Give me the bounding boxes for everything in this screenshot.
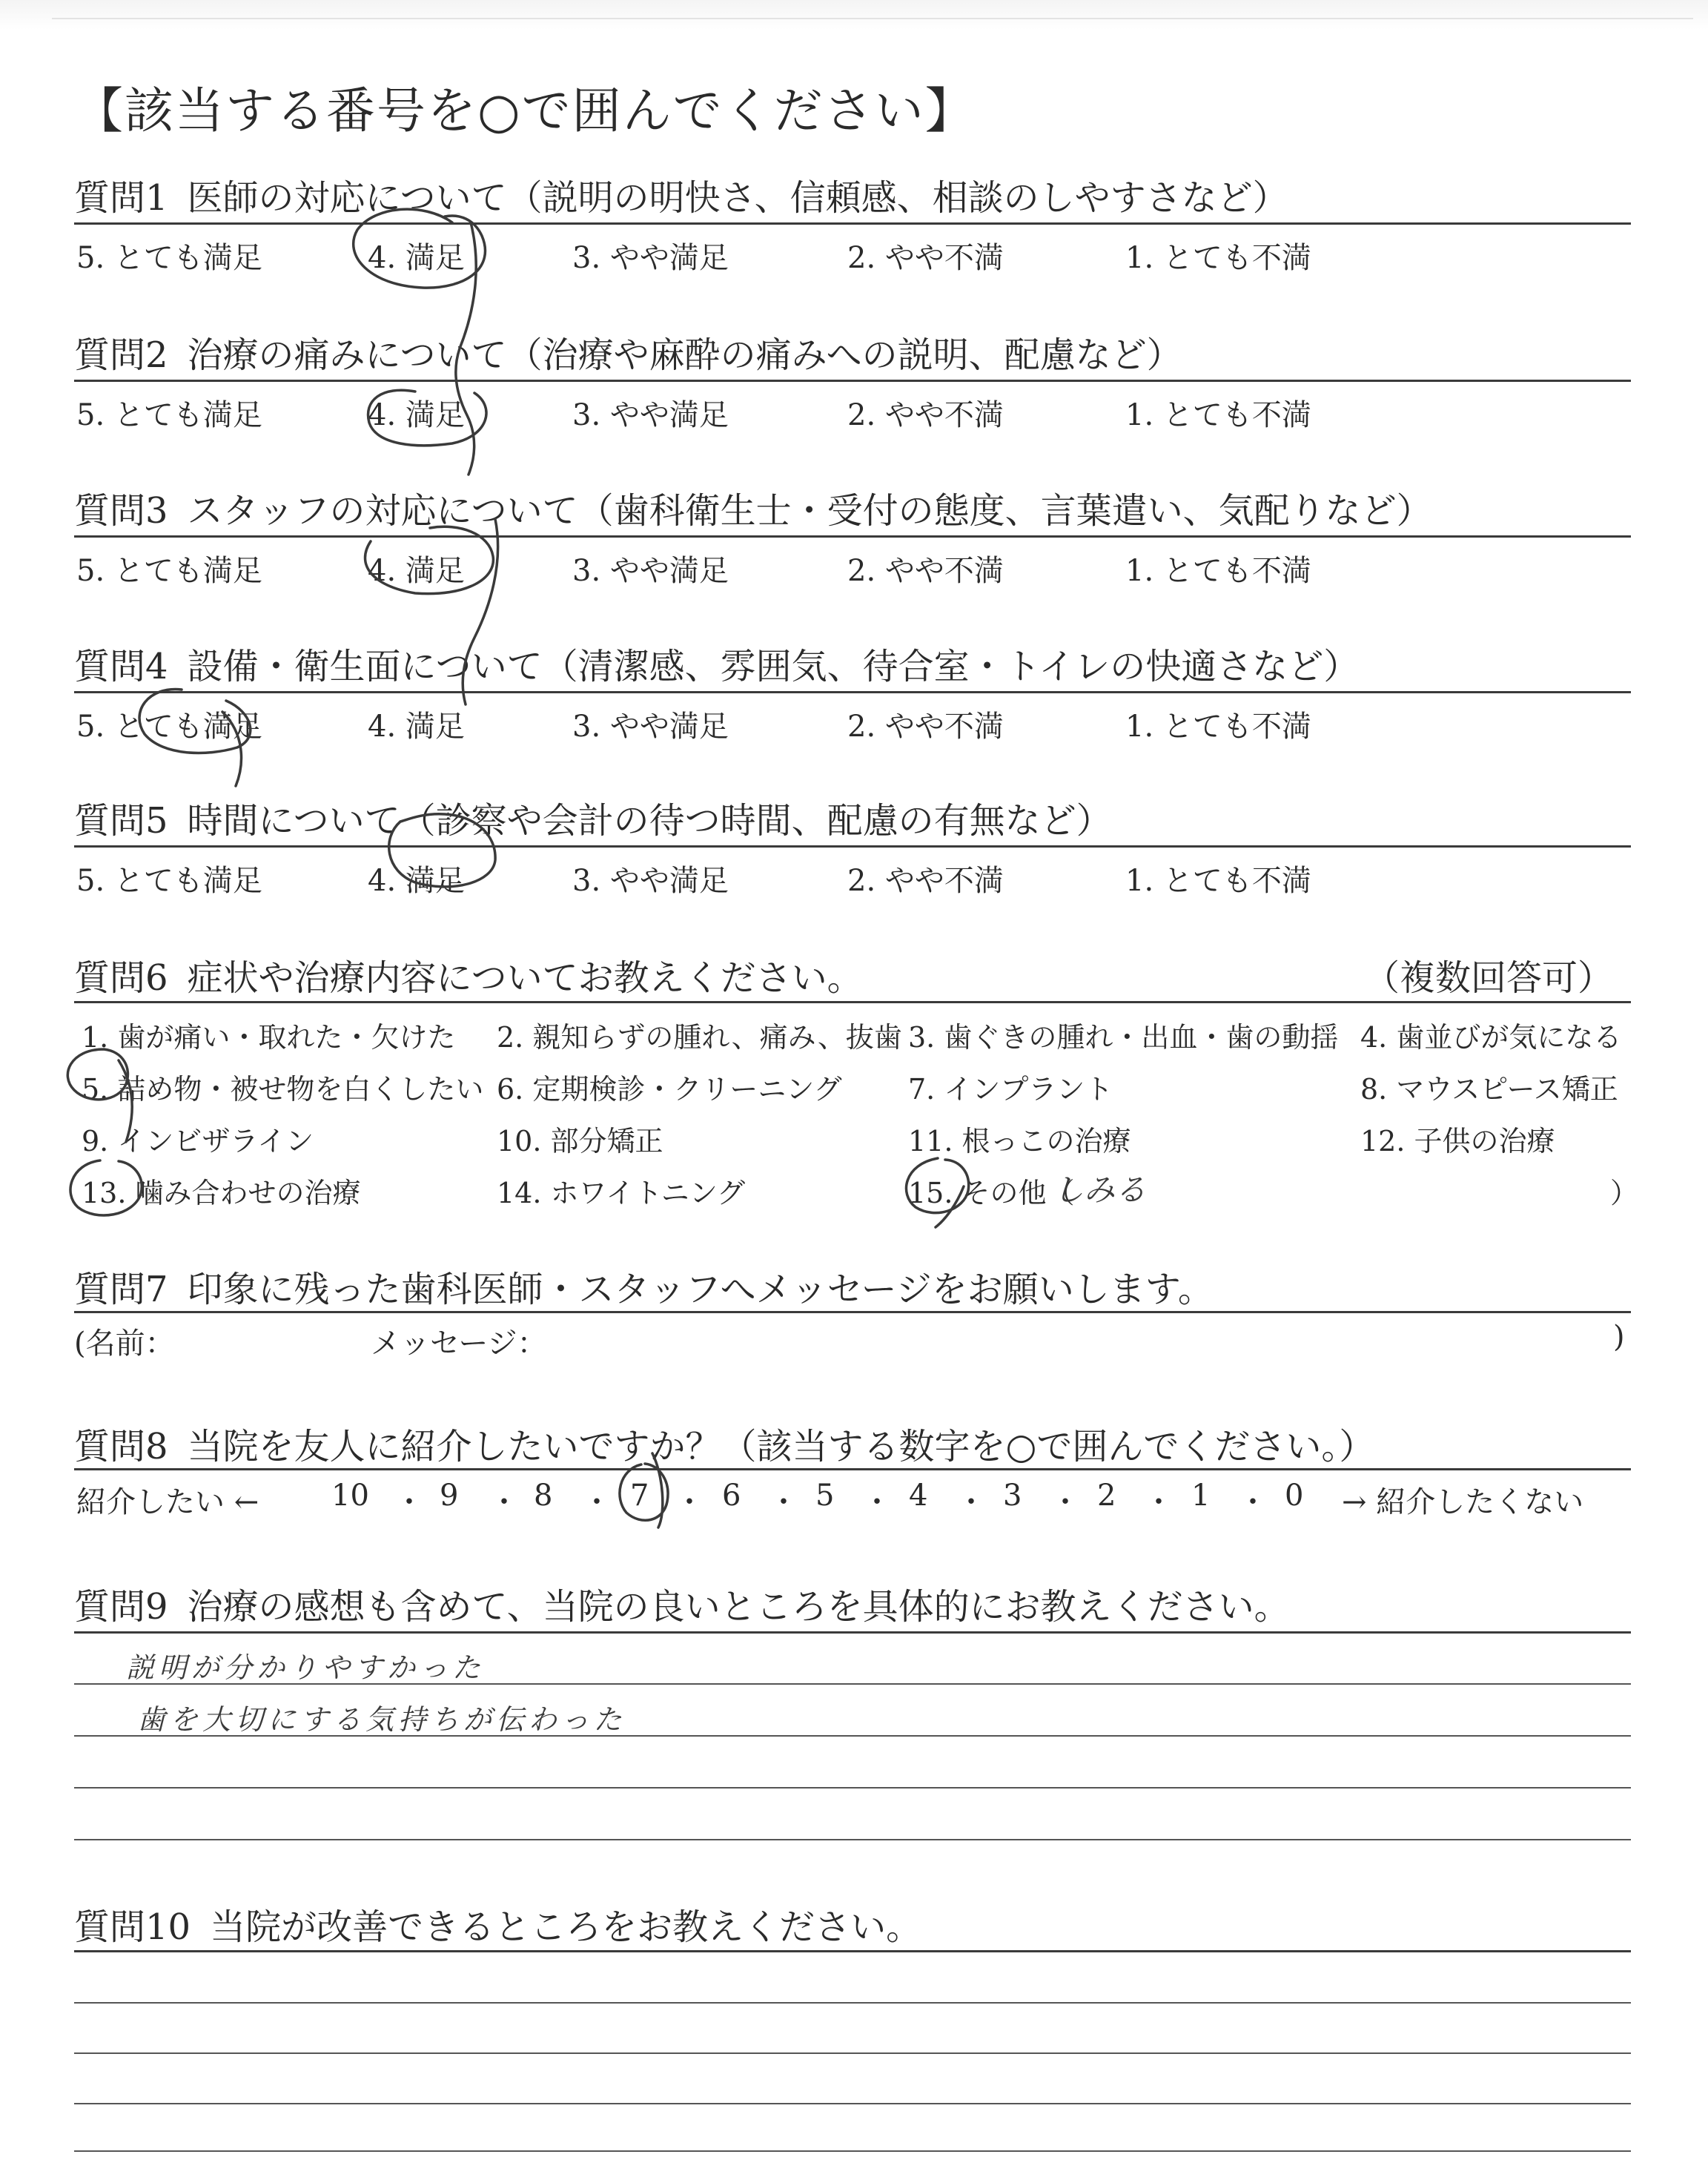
q8-scale-0[interactable]: 0 bbox=[1285, 1479, 1304, 1513]
q5-option-5[interactable]: 5. とても満足 bbox=[76, 864, 262, 898]
q1-option-3[interactable]: 3. やや満足 bbox=[572, 241, 729, 275]
q2-option-3[interactable]: 3. やや満足 bbox=[572, 398, 729, 432]
q8-scale-5[interactable]: 5 bbox=[815, 1479, 835, 1513]
q8-scale-dot: ・ bbox=[862, 1485, 892, 1519]
q8-scale-8[interactable]: 8 bbox=[534, 1479, 553, 1513]
q2-option-4[interactable]: 4. 満足 bbox=[368, 398, 465, 432]
q9-handwritten-answer-1[interactable]: 説明が分かりやすかった bbox=[126, 1651, 486, 1684]
q1-option-1[interactable]: 1. とても不満 bbox=[1125, 241, 1311, 275]
q6-option-1[interactable]: 1. 歯が痛い・取れた・欠けた bbox=[82, 1021, 456, 1054]
q8-scale-dot: ・ bbox=[1144, 1485, 1174, 1519]
q8-scale-4[interactable]: 4 bbox=[909, 1479, 928, 1513]
q3-option-1[interactable]: 1. とても不満 bbox=[1125, 554, 1311, 588]
question-5-rule bbox=[74, 845, 1631, 848]
question-1-rule bbox=[74, 222, 1631, 225]
q2-option-1[interactable]: 1. とても不満 bbox=[1125, 398, 1311, 432]
q7-message-label: メッセージ： bbox=[371, 1327, 547, 1361]
q6-option-10[interactable]: 10. 部分矯正 bbox=[497, 1125, 663, 1157]
q10-answer-line bbox=[74, 2103, 1631, 2104]
question-3-rule bbox=[74, 535, 1631, 538]
q9-handwritten-answer-2[interactable]: 歯を大切にする気持ちが伝わった bbox=[137, 1703, 626, 1736]
q3-option-4[interactable]: 4. 満足 bbox=[368, 554, 465, 588]
q6-option-7[interactable]: 7. インプラント bbox=[908, 1073, 1113, 1106]
q6-other-answer[interactable]: しみる bbox=[1053, 1172, 1147, 1208]
q6-other-close-paren: ） bbox=[1610, 1177, 1639, 1209]
q10-answer-line bbox=[74, 2150, 1631, 2152]
question-8-title: 質問8 当院を友人に紹介したいですか？（該当する数字を○で囲んでください。） bbox=[74, 1426, 1375, 1467]
q1-option-4[interactable]: 4. 満足 bbox=[368, 241, 465, 275]
q6-option-4[interactable]: 4. 歯並びが気になる bbox=[1360, 1021, 1622, 1054]
q8-scale-dot: ・ bbox=[582, 1485, 612, 1519]
question-7-rule bbox=[74, 1311, 1631, 1313]
q4-option-3[interactable]: 3. やや満足 bbox=[572, 710, 729, 744]
q9-answer-line bbox=[74, 1839, 1631, 1840]
q8-scale-1[interactable]: 1 bbox=[1191, 1479, 1211, 1513]
q8-scale-2[interactable]: 2 bbox=[1097, 1479, 1116, 1513]
q2-option-5[interactable]: 5. とても満足 bbox=[76, 398, 262, 432]
q5-option-1[interactable]: 1. とても不満 bbox=[1125, 864, 1311, 898]
q6-option-2[interactable]: 2. 親知らずの腫れ、痛み、抜歯 bbox=[497, 1021, 902, 1054]
q1-option-2[interactable]: 2. やや不満 bbox=[847, 241, 1004, 275]
question-4-title: 質問4 設備・衛生面について（清潔感、雰囲気、待合室・トイレの快適さなど） bbox=[74, 646, 1360, 687]
q6-option-3[interactable]: 3. 歯ぐきの腫れ・出血・歯の動揺 bbox=[908, 1021, 1339, 1054]
q8-scale-dot: ・ bbox=[394, 1485, 424, 1519]
q10-answer-line bbox=[74, 2002, 1631, 2004]
question-1-title: 質問1 医師の対応について（説明の明快さ、信頼感、相談のしやすさなど） bbox=[74, 177, 1288, 219]
q8-scale-dot: ・ bbox=[956, 1485, 986, 1519]
question-6-title: 質問6 症状や治療内容についてお教えください。 bbox=[74, 957, 863, 999]
q8-scale-3[interactable]: 3 bbox=[1003, 1479, 1022, 1513]
q8-scale-dot: ・ bbox=[489, 1485, 519, 1519]
q8-scale-10[interactable]: 10 bbox=[331, 1479, 369, 1513]
q3-option-3[interactable]: 3. やや満足 bbox=[572, 554, 729, 588]
q6-option-6[interactable]: 6. 定期検診・クリーニング bbox=[497, 1073, 842, 1106]
q6-option-12[interactable]: 12. 子供の治療 bbox=[1360, 1125, 1555, 1157]
question-5-title: 質問5 時間について（診察や会計の待つ時間、配慮の有無など） bbox=[74, 800, 1112, 842]
q6-option-15[interactable]: 15. その他（ bbox=[908, 1177, 1075, 1209]
q3-option-2[interactable]: 2. やや不満 bbox=[847, 554, 1004, 588]
q10-answer-line bbox=[74, 2052, 1631, 2054]
question-3-title: 質問3 スタッフの対応について（歯科衛生士・受付の態度、言葉遣い、気配りなど） bbox=[74, 490, 1432, 532]
q6-option-11[interactable]: 11. 根っこの治療 bbox=[908, 1125, 1131, 1157]
q7-name-label: (名前： bbox=[74, 1327, 175, 1361]
question-6-rule bbox=[74, 1001, 1631, 1003]
q9-answer-line bbox=[74, 1631, 1631, 1634]
question-7-title: 質問7 印象に残った歯科医師・スタッフへメッセージをお願いします。 bbox=[74, 1269, 1214, 1310]
q8-scale-6[interactable]: 6 bbox=[722, 1479, 741, 1513]
q4-option-2[interactable]: 2. やや不満 bbox=[847, 710, 1004, 744]
q4-option-1[interactable]: 1. とても不満 bbox=[1125, 710, 1311, 744]
q5-option-3[interactable]: 3. やや満足 bbox=[572, 864, 729, 898]
question-4-rule bbox=[74, 691, 1631, 693]
q9-answer-line bbox=[74, 1787, 1631, 1789]
q2-option-2[interactable]: 2. やや不満 bbox=[847, 398, 1004, 432]
q8-left-label: 紹介したい ← bbox=[76, 1485, 259, 1519]
q6-option-14[interactable]: 14. ホワイトニング bbox=[497, 1177, 746, 1209]
question-6-note: （複数回答可） bbox=[1364, 957, 1614, 999]
question-2-rule bbox=[74, 380, 1631, 382]
question-2-title: 質問2 治療の痛みについて（治療や麻酔の痛みへの説明、配慮など） bbox=[74, 334, 1182, 376]
q8-right-label: → 紹介したくない bbox=[1342, 1485, 1584, 1519]
scan-top-edge bbox=[0, 0, 1708, 30]
q6-option-5[interactable]: 5. 詰め物・被せ物を白くしたい bbox=[82, 1073, 484, 1106]
q1-option-5[interactable]: 5. とても満足 bbox=[76, 241, 262, 275]
q4-option-4[interactable]: 4. 満足 bbox=[368, 710, 465, 744]
q8-scale-dot: ・ bbox=[769, 1485, 798, 1519]
q4-option-5[interactable]: 5. とても満足 bbox=[76, 710, 262, 744]
question-8-rule bbox=[74, 1468, 1631, 1470]
q6-option-8[interactable]: 8. マウスピース矯正 bbox=[1360, 1073, 1618, 1106]
q8-scale-dot: ・ bbox=[1050, 1485, 1080, 1519]
q8-scale-dot: ・ bbox=[675, 1485, 704, 1519]
question-10-title: 質問10 当院が改善できるところをお教えください。 bbox=[74, 1906, 922, 1948]
q8-scale-9[interactable]: 9 bbox=[440, 1479, 459, 1513]
q6-option-9[interactable]: 9. インビザライン bbox=[82, 1125, 314, 1157]
q3-option-5[interactable]: 5. とても満足 bbox=[76, 554, 262, 588]
q5-option-2[interactable]: 2. やや不満 bbox=[847, 864, 1004, 898]
q5-option-4[interactable]: 4. 満足 bbox=[368, 864, 465, 898]
question-9-title: 質問9 治療の感想も含めて、当院の良いところを具体的にお教えください。 bbox=[74, 1586, 1290, 1628]
q8-scale-7[interactable]: 7 bbox=[630, 1479, 649, 1513]
form-instruction-header: 【該当する番号を○で囲んでください】 bbox=[74, 82, 976, 139]
q6-option-13[interactable]: 13. 噛み合わせの治療 bbox=[82, 1177, 361, 1209]
q8-scale-dot: ・ bbox=[1238, 1485, 1268, 1519]
q7-close-paren: ) bbox=[1613, 1320, 1625, 1354]
q10-answer-line bbox=[74, 1950, 1631, 1952]
